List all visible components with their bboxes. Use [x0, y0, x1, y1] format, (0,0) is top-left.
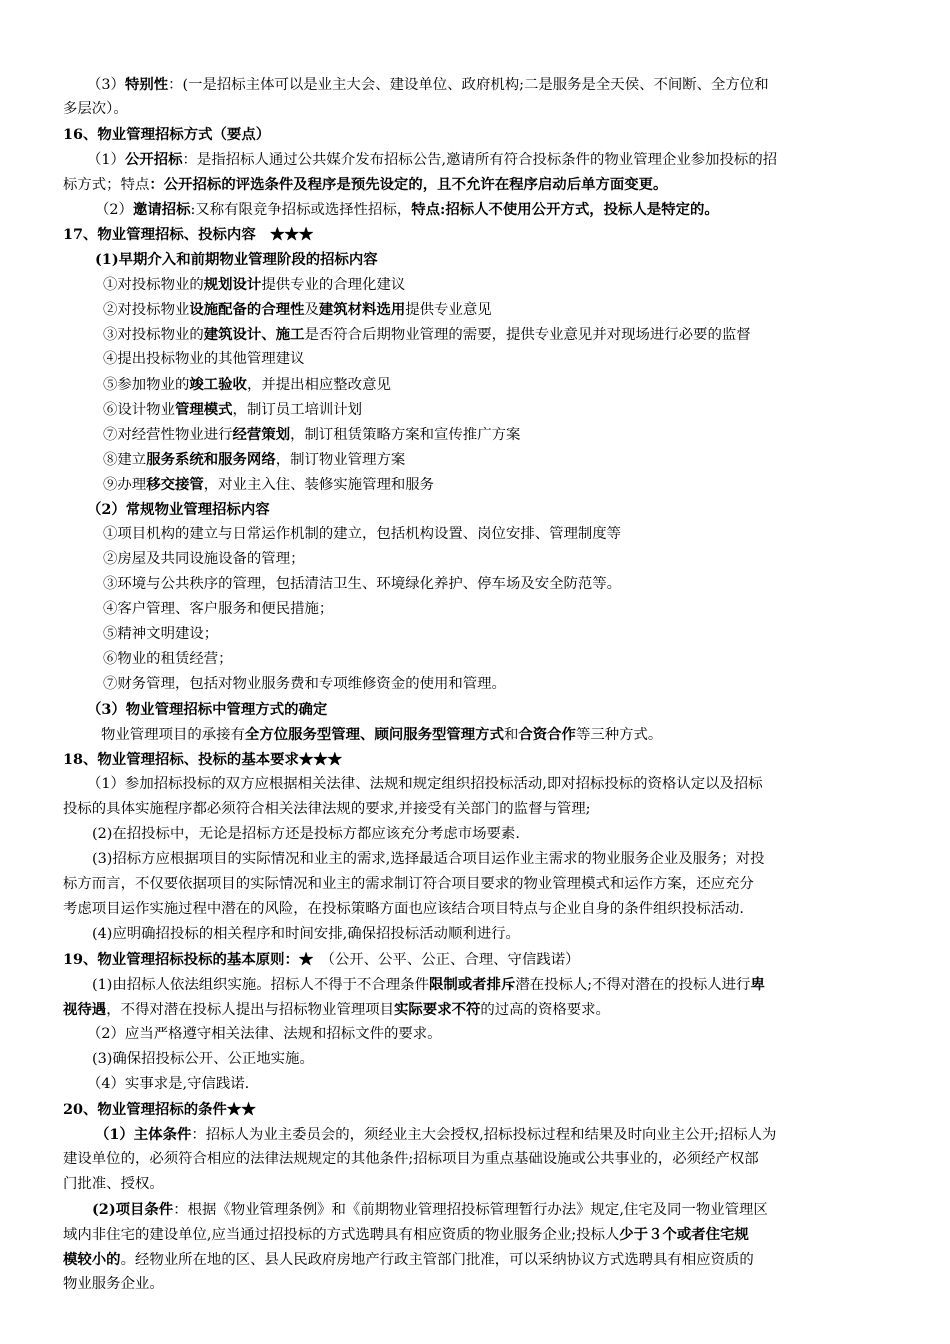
- text-line: [0, 122, 950, 147]
- bold-text-segment: 20、物业管理招标的条件★★: [63, 1101, 256, 1118]
- text-line: [0, 772, 950, 797]
- text-segment: 和: [503, 727, 519, 743]
- text-segment: ，不得对潜在投标人提出与招标物业管理项目: [106, 1002, 395, 1018]
- text-line: [0, 847, 950, 872]
- text-line: [0, 272, 950, 297]
- text-segment: (1)由招标人依法组织实施。招标人不得于不合理条件: [92, 977, 429, 993]
- text-line: [0, 422, 950, 447]
- text-line: [0, 497, 950, 522]
- text-segment: 物业服务企业。: [63, 1276, 164, 1292]
- text-segment: 及: [304, 302, 319, 318]
- bold-text-segment: 卑: [750, 976, 765, 993]
- text-segment: 物业管理项目的承接有: [101, 727, 245, 743]
- text-line: [0, 397, 950, 422]
- text-line: [0, 372, 950, 397]
- text-line: [0, 922, 950, 947]
- text-line: [0, 1097, 950, 1122]
- text-line: [0, 1172, 950, 1197]
- text-segment: (4)应明确招投标的相关程序和时间安排,确保招投标活动顺利进行。: [92, 926, 520, 942]
- text-segment: 标方式；特点: [63, 177, 150, 193]
- text-line: [0, 347, 950, 372]
- bold-text-segment: 模较小的: [63, 1251, 121, 1268]
- text-line: [0, 222, 950, 247]
- text-line: [0, 1072, 950, 1097]
- text-segment: （1）参加招标投标的双方应根据相关法律、法规和规定组织招投标活动,即对招标投标的资格认定以及招标: [87, 776, 763, 792]
- text-line: [0, 447, 950, 472]
- text-line: [0, 472, 950, 497]
- text-segment: 投标的具体实施程序都必须符合相关法律法规的要求,并接受有关部门的监督与管理;: [63, 801, 591, 817]
- text-line: [0, 1272, 950, 1297]
- bold-text-segment: ：公开招标的评选条件及程序是预先设定的，且不允许在程序启动后单方面变更。: [149, 176, 668, 193]
- bold-text-segment: （2）常规物业管理招标内容: [87, 501, 270, 518]
- text-segment: ⑨办理: [103, 477, 147, 493]
- text-segment: ，制订租赁策略方案和宣传推广方案: [290, 427, 521, 443]
- bold-text-segment: (1)早期介入和前期物业管理阶段的招标内容: [95, 251, 378, 268]
- text-segment: （2）应当严格遵守相关法律、法规和招标文件的要求。: [87, 1026, 442, 1042]
- text-line: [0, 1247, 950, 1272]
- text-segment: 。经物业所在地的区、县人民政府房地产行政主管部门批准，可以采纳协议方式选聘具有相应资质的: [120, 1252, 754, 1268]
- text-segment: ：是指招标人通过公共媒介发布招标公告,邀请所有符合投标条件的物业管理企业参加投标的招: [182, 152, 778, 168]
- bold-text-segment: 管理模式: [174, 401, 233, 418]
- bold-text-segment: (2)项目条件: [92, 1201, 174, 1218]
- text-line: [0, 797, 950, 822]
- text-line: [0, 247, 950, 272]
- text-segment: ④客户管理、客户服务和便民措施；: [103, 601, 334, 617]
- text-line: [0, 522, 950, 547]
- text-line: [0, 597, 950, 622]
- text-segment: ，并提出相应整改意见: [246, 377, 391, 393]
- bold-text-segment: 特点:招标人不使用公开方式，投标人是特定的。: [411, 201, 719, 218]
- text-segment: ，制订员工培训计划: [232, 402, 363, 418]
- text-line: [0, 1047, 950, 1072]
- text-line: [0, 322, 950, 347]
- text-line: [0, 1222, 950, 1247]
- bold-text-segment: 视待遇: [63, 1001, 107, 1018]
- bold-text-segment: 限制或者排斥: [428, 976, 516, 993]
- text-segment: ⑥物业的租赁经营；: [103, 651, 233, 667]
- text-segment: :又称有限竞争招标或选择性招标，: [190, 202, 412, 218]
- bold-text-segment: 建筑材料选用: [318, 301, 406, 318]
- text-line: [0, 572, 950, 597]
- text-segment: ：(一是招标主体可以是业主大会、建设单位、政府机构;二是服务是全天侯、不间断、全方位和: [168, 77, 769, 93]
- bold-text-segment: 公开招标: [124, 151, 183, 168]
- text-segment: ⑥设计物业: [103, 402, 175, 418]
- text-line: [0, 672, 950, 697]
- text-line: [0, 1197, 950, 1222]
- text-line: [0, 72, 950, 97]
- text-line: [0, 947, 950, 972]
- bold-text-segment: 合资合作: [518, 726, 576, 743]
- text-segment: ：招标人为业主委员会的，须经业主大会授权,招标投标过程和结果及时向业主公开;招标人为: [191, 1127, 777, 1143]
- text-segment: (3)招标方应根据项目的实际情况和业主的需求,选择最适合项目运作业主需求的物业服务企业及服务；对投: [92, 851, 765, 867]
- text-segment: （4）实事求是,守信践诺.: [87, 1076, 250, 1092]
- text-line: [0, 97, 950, 122]
- text-segment: 潜在投标人;不得对潜在的投标人进行: [515, 977, 751, 993]
- text-segment: 是否符合后期物业管理的需要，提供专业意见并对现场进行必要的监督: [304, 327, 751, 343]
- text-line: [0, 197, 950, 222]
- text-segment: ，对业主入住、装修实施管理和服务: [203, 477, 435, 493]
- bold-text-segment: 规划设计: [203, 276, 262, 293]
- bold-text-segment: 全方位服务型管理、顾问服务型管理方式: [244, 726, 504, 743]
- text-line: [0, 297, 950, 322]
- text-line: [0, 697, 950, 722]
- text-segment: 域内非住宅的建设单位,应当通过招投标的方式选聘具有相应资质的物业服务企业;投标人: [63, 1227, 620, 1243]
- bold-text-segment: 实际要求不符: [394, 1001, 481, 1018]
- text-segment: 的过高的资格要求。: [480, 1002, 610, 1018]
- bold-text-segment: 邀请招标: [132, 201, 191, 218]
- bold-text-segment: 竣工验收: [189, 376, 247, 393]
- text-line: [0, 547, 950, 572]
- text-line: [0, 172, 950, 197]
- bold-text-segment: 移交接管: [146, 476, 204, 493]
- text-segment: 提供专业的合理化建议: [261, 277, 406, 293]
- text-line: [0, 1022, 950, 1047]
- text-segment: ②对投标物业: [103, 302, 190, 318]
- text-line: [0, 897, 950, 922]
- text-segment: ⑧建立: [103, 452, 147, 468]
- bold-text-segment: 17、物业管理招标、投标内容 ★★★: [63, 226, 314, 243]
- text-line: [0, 972, 950, 997]
- text-segment: ，制订物业管理方案: [275, 452, 406, 468]
- bold-text-segment: （1）主体条件: [95, 1126, 192, 1143]
- text-segment: ①项目机构的建立与日常运作机制的建立，包括机构设置、岗位安排、管理制度等: [103, 526, 622, 542]
- text-segment: 多层次）。: [63, 101, 128, 117]
- bold-text-segment: 建筑设计、施工: [203, 326, 305, 343]
- bold-text-segment: 特别性: [124, 76, 169, 93]
- text-segment: 门批准、授权。: [63, 1176, 164, 1192]
- bold-text-segment: 服务系统和服务网络: [146, 451, 276, 468]
- text-segment: ⑤参加物业的: [103, 377, 190, 393]
- text-line: [0, 1122, 950, 1147]
- text-segment: 建设单位的，必须符合相应的法律法规规定的其他条件;招标项目为重点基础设施或公共事业的，必须经产权部: [63, 1151, 759, 1167]
- text-segment: (3)确保招投标公开、公正地实施。: [92, 1051, 314, 1067]
- text-segment: 标方而言，不仅要依据项目的实际情况和业主的需求制订符合项目要求的物业管理模式和运作方案，还应充分: [63, 876, 754, 892]
- bold-text-segment: 16、物业管理招标方式（要点）: [63, 126, 271, 143]
- text-segment: (2)在招投标中，无论是招标方还是投标方都应该充分考虑市场要素.: [92, 826, 520, 842]
- text-segment: （公开、公平、公正、合理、守信践诺）: [313, 952, 580, 968]
- text-segment: ⑤精神文明建设；: [103, 626, 219, 642]
- text-line: [0, 822, 950, 847]
- text-segment: ⑦财务管理，包括对物业服务费和专项维修资金的使用和管理。: [103, 676, 506, 692]
- text-segment: （1）: [87, 152, 125, 168]
- text-segment: （2）: [95, 202, 133, 218]
- bold-text-segment: 设施配备的合理性: [189, 301, 305, 318]
- text-line: [0, 1147, 950, 1172]
- text-line: [0, 997, 950, 1022]
- text-segment: ⑦对经营性物业进行: [103, 427, 233, 443]
- text-line: [0, 647, 950, 672]
- text-segment: ②房屋及共同设施设备的管理；: [103, 551, 305, 567]
- text-segment: 提供专业意见: [405, 302, 492, 318]
- text-line: [0, 147, 950, 172]
- text-line: [0, 872, 950, 897]
- bold-text-segment: （3）物业管理招标中管理方式的确定: [87, 701, 328, 718]
- bold-text-segment: 少于３个或者住宅规: [619, 1226, 749, 1243]
- text-segment: ：根据《物业管理条例》和《前期物业管理招投标管理暂行办法》规定,住宅及同一物业管理区: [173, 1202, 768, 1218]
- text-line: [0, 622, 950, 647]
- text-segment: ③环境与公共秩序的管理，包括清洁卫生、环境绿化养护、停车场及安全防范等。: [103, 576, 622, 592]
- text-segment: ①对投标物业的: [103, 277, 204, 293]
- text-segment: 等三种方式。: [575, 727, 663, 743]
- text-segment: ④提出投标物业的其他管理建议: [103, 351, 305, 367]
- bold-text-segment: 18、物业管理招标、投标的基本要求★★★: [63, 751, 343, 768]
- text-segment: （3）: [87, 77, 125, 93]
- text-line: [0, 722, 950, 747]
- text-segment: ③对投标物业的: [103, 327, 204, 343]
- text-segment: 考虑项目运作实施过程中潜在的风险，在投标策略方面也应该结合项目特点与企业自身的条件组织投标活动.: [63, 901, 744, 917]
- bold-text-segment: 经营策划: [232, 426, 291, 443]
- bold-text-segment: 19、物业管理招标投标的基本原则：★: [63, 951, 314, 968]
- text-line: [0, 747, 950, 772]
